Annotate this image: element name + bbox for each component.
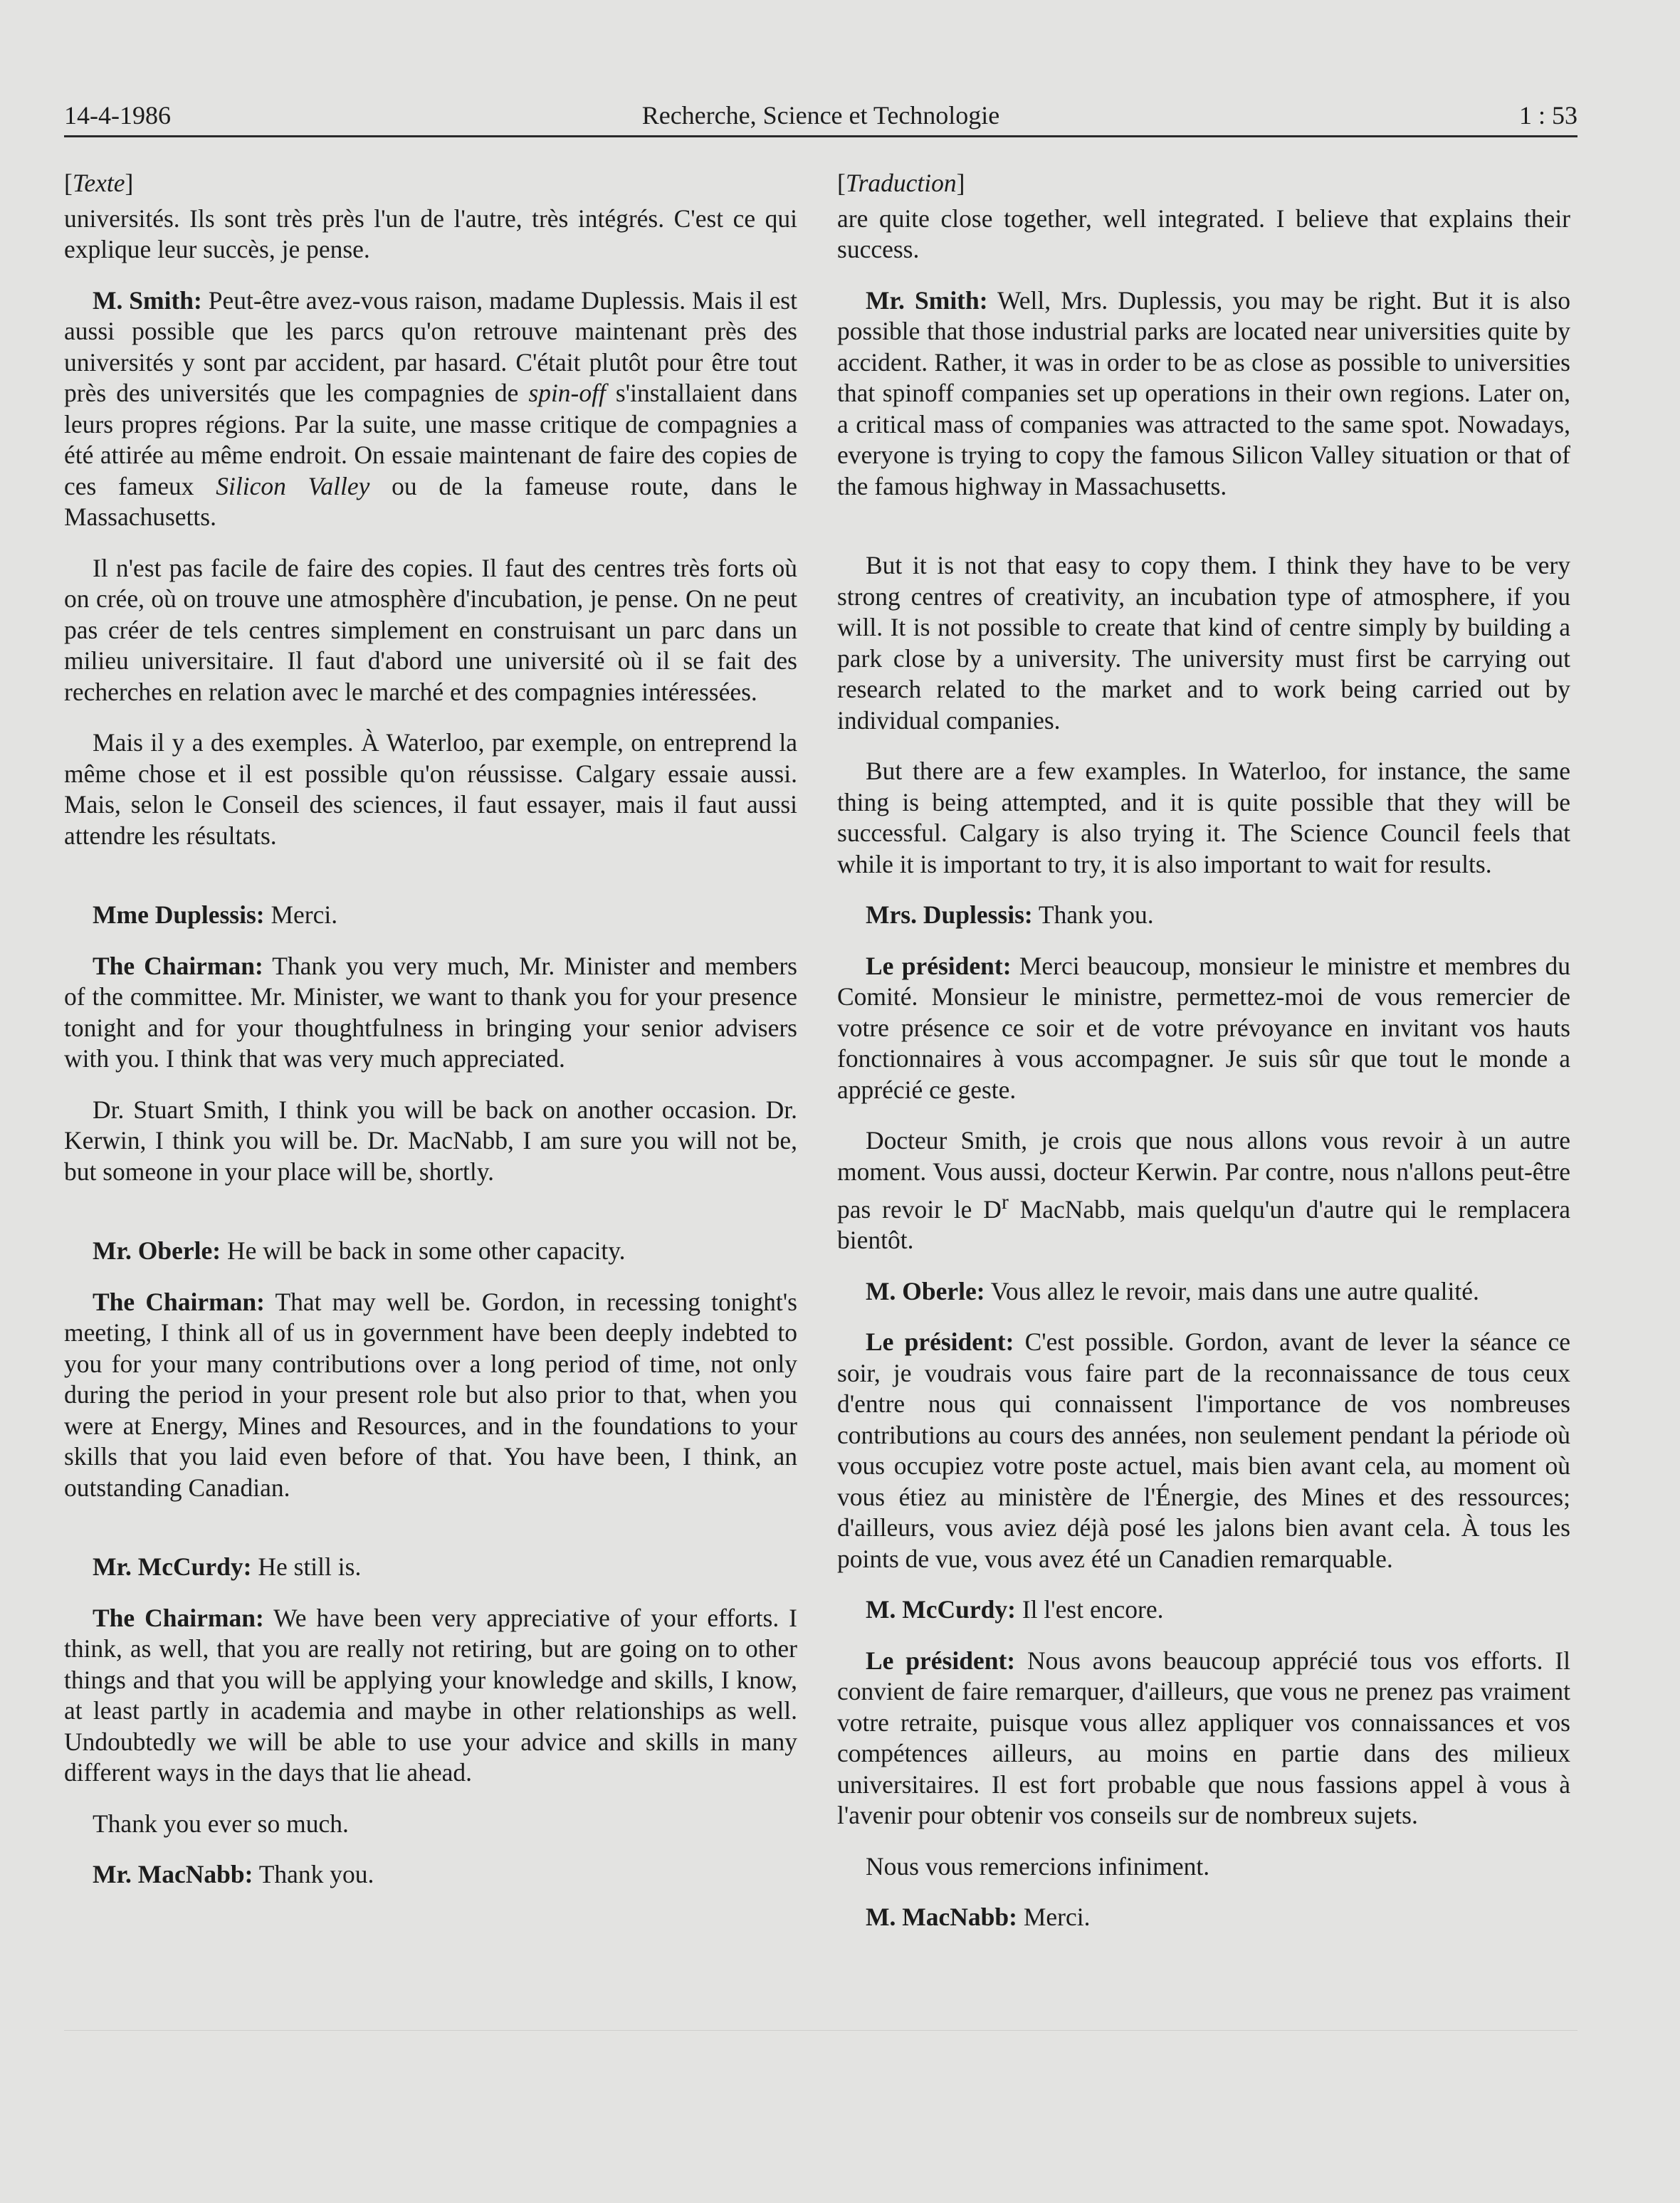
paragraph: Le président: C'est possible. Gordon, avant de lever la séance ce soir, je voudrais vous faire part de la reconnaissance de tous ceux d'entre nous qui connaissent l'importance de vos nombreuses contributions au cours des années, non seulement pendant la période où vous occupiez votre poste actuel, mais bien avant cela, au moment où vous étiez au ministère de l'Énergie, des Mines et des ressources; d'ailleurs, vous aviez déjà posé les jalons bien avant cela. À tous les points de vue, vous avez été un Canadien remarquable. <box>837 1327 1570 1573</box>
paragraph: Mr. MacNabb: Thank you. <box>93 1860 374 1888</box>
paragraph: Il n'est pas facile de faire des copies. Il faut des centres très forts où on crée, où on trouve une atmosphère d'incubation, je pense. On ne peut pas créer de tels centres simplement en construisant un parc dans un milieu universitaire. Il faut d'abord une université où il se fait des recherches en relation avec le marché et des compagnies intéressées. <box>64 553 797 706</box>
column-label: [Texte] <box>64 169 134 197</box>
paragraph: Mr. McCurdy: He still is. <box>93 1552 362 1581</box>
paragraph: Nous vous remercions infiniment. <box>866 1851 1210 1881</box>
paragraph: But it is not that easy to copy them. I think they have to be very strong centres of creativity, an incubation type of atmosphere, if you will. It is not possible to create that kind of centre simply by building a park close by a university. The university must first be carrying out research related to the market and to work being carried out by individual companies. <box>837 551 1570 735</box>
paragraph: The Chairman: That may well be. Gordon, in recessing tonight's meeting, I think all of us in government have been deeply indebted to you for your many contributions over a long period of time, not only during the period in your present role but also prior to that, when you were at Energy, Mines and Resources, and in the foundations to your skills that you laid even before of that. You have been, I think, an outstanding Canadian. <box>64 1287 797 1502</box>
paragraph: Thank you ever so much. <box>93 1809 349 1838</box>
paragraph: M. McCurdy: Il l'est encore. <box>866 1595 1164 1624</box>
paragraph: M. Oberle: Vous allez le revoir, mais dans une autre qualité. <box>866 1276 1479 1305</box>
header-title: Recherche, Science et Technologie <box>641 101 1000 130</box>
page-bottom-rule <box>64 2030 1577 2031</box>
paragraph: Le président: Nous avons beaucoup apprécié tous vos efforts. Il convient de faire remarquer, d'ailleurs, que vous ne prenez pas vraiment votre retraite, puisque vous allez appliquer vos connaissances et vos compétences ailleurs, au moins en partie dans des milieux universitaires. Il est fort probable que nous fassions appel à vous à l'avenir pour obtenir vos conseils sur de nombreux sujets. <box>837 1646 1570 1830</box>
paragraph: Mais il y a des exemples. À Waterloo, par exemple, on entreprend la même chose et il est possible qu'on réussisse. Calgary essaie aussi. Mais, selon le Conseil des sciences, il faut essayer, mais il faut aussi attendre les résultats. <box>64 728 797 850</box>
speaker-name: Le président: <box>866 1327 1014 1357</box>
paragraph: universités. Ils sont très près l'un de l'autre, très intégrés. C'est ce qui explique leur succès, je pense. <box>64 204 797 263</box>
speaker-name: Mme Duplessis: <box>93 900 265 929</box>
speaker-name: Le président: <box>866 1646 1016 1675</box>
paragraph: Mme Duplessis: Merci. <box>93 900 338 929</box>
speaker-name: M. Oberle: <box>866 1276 985 1305</box>
page-header <box>64 98 1577 137</box>
speaker-name: Mr. MacNabb: <box>93 1860 253 1888</box>
speaker-name: Mr. Oberle: <box>93 1236 221 1265</box>
paragraph: Mr. Oberle: He will be back in some other capacity. <box>93 1236 626 1265</box>
paragraph: are quite close together, well integrated. I believe that explains their success. <box>837 204 1570 263</box>
right-column <box>837 168 1570 1953</box>
paragraph: The Chairman: Thank you very much, Mr. Minister and members of the committee. Mr. Minister, we want to thank you for your presence tonight and for your thoughtfulness in bringing your senior advisers with you. I think that was very much appreciated. <box>64 951 797 1073</box>
speaker-name: M. Smith: <box>93 285 202 315</box>
paragraph: Le président: Merci beaucoup, monsieur le ministre et membres du Comité. Monsieur le ministre, permettez-moi de vous remercier de votre présence ce soir et de votre prévoyance en invitant vos hauts fonctionnaires à vous accompagner. Je suis sûr que tout le monde a apprécié ce geste. <box>837 951 1570 1104</box>
speaker-name: Mrs. Duplessis: <box>866 900 1033 929</box>
paragraph: Dr. Stuart Smith, I think you will be back on another occasion. Dr. Kerwin, I think you will be. Dr. MacNabb, I am sure you will not be, but someone in your place will be, shortly. <box>64 1095 797 1186</box>
speaker-name: The Chairman: <box>93 951 263 980</box>
header-page-number: 1 : 53 <box>1518 101 1577 130</box>
speaker-name: The Chairman: <box>93 1603 264 1632</box>
paragraph: The Chairman: We have been very appreciative of your efforts. I think, as well, that you are really not retiring, but are going on to other things and that you will be applying your knowledge and skills, I know, at least partly in academia and maybe in other relationships as well. Undoubtedly we will be able to use your advice and skills in many different ways in the days that lie ahead. <box>64 1603 797 1787</box>
column-label: [Traduction] <box>837 169 965 197</box>
left-column <box>64 168 797 1910</box>
paragraph: Mr. Smith: Well, Mrs. Duplessis, you may be right. But it is also possible that those industrial parks are located near universities quite by accident. Rather, it was in order to be as close as possible to universities that spinoff companies set up operations in their own regions. Later on, a critical mass of companies was attracted to the same spot. Nowadays, everyone is trying to copy the famous Silicon Valley situation or that of the famous highway in Massachusetts. <box>837 285 1571 500</box>
paragraph: Docteur Smith, je crois que nous allons vous revoir à un autre moment. Vous aussi, docteur Kerwin. Par contre, nous n'allons peut-être pas revoir le $D^r$ MacNabb, mais quelqu'un d'autre qui le remplacera bientôt. <box>837 1126 1571 1255</box>
speaker-name: The Chairman: <box>93 1287 265 1316</box>
header-date: 14-4-1986 <box>64 101 171 130</box>
speaker-name: Mr. Smith: <box>866 285 988 315</box>
paragraph: M. Smith: Peut-être avez-vous raison, madame Duplessis. Mais il est aussi possible que les parcs qu'on retrouve maintenant près des universités y sont par accident, par hasard. C'était plutôt pour être tout près des universités que les compagnies de spin-off s'installaient dans leurs propres régions. Par la suite, une masse critique de compagnies a été attirée au même endroit. On essaie maintenant de faire des copies de ces fameux Silicon Valley ou de la fameuse route, dans le Massachusetts. <box>64 285 798 531</box>
paragraph: Mrs. Duplessis: Thank you. <box>866 900 1154 929</box>
speaker-name: M. MacNabb: <box>866 1903 1017 1932</box>
speaker-name: Le président: <box>866 951 1012 980</box>
paragraph: But there are a few examples. In Waterloo, for instance, the same thing is being attempted, and it is quite possible that they will be successful. Calgary is also trying it. The Science Council feels that while it is important to try, it is also important to wait for results. <box>837 757 1570 878</box>
speaker-name: Mr. McCurdy: <box>93 1552 252 1581</box>
paragraph: M. MacNabb: Merci. <box>866 1903 1091 1932</box>
speaker-name: M. McCurdy: <box>866 1595 1016 1624</box>
